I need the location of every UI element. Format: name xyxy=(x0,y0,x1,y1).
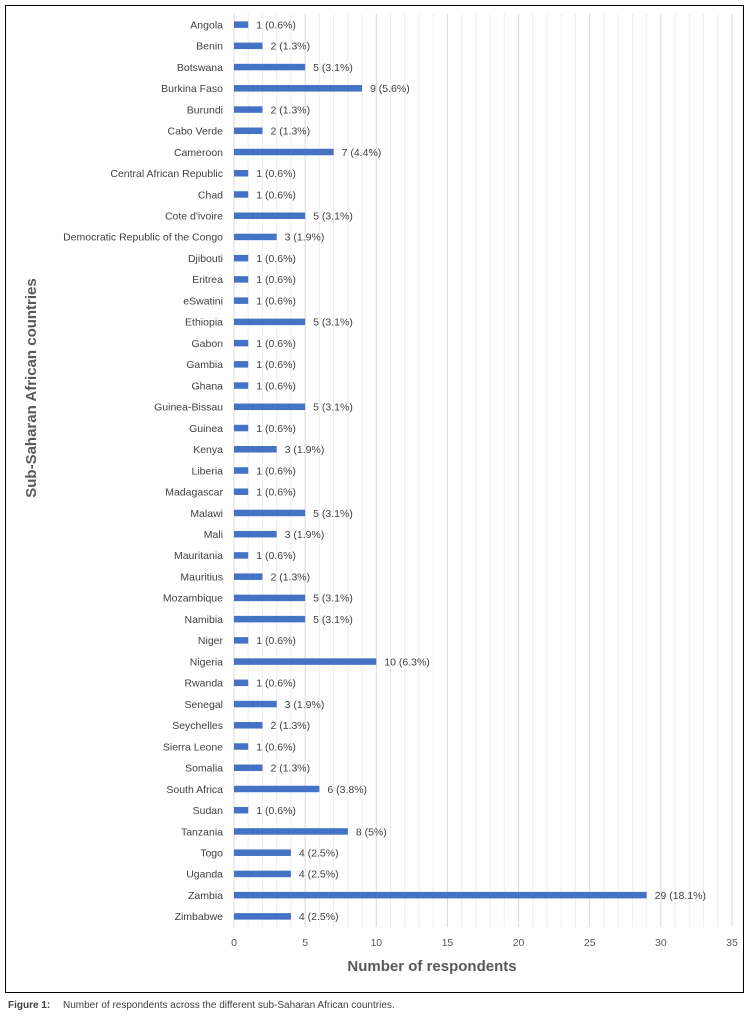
bar xyxy=(234,743,248,750)
data-label: 1 (0.6%) xyxy=(256,189,296,202)
data-label: 2 (1.3%) xyxy=(270,571,311,584)
data-label: 3 (1.9%) xyxy=(284,231,325,244)
data-label: 1 (0.6%) xyxy=(256,805,296,818)
x-tick-label: 35 xyxy=(726,937,738,949)
bar xyxy=(234,446,277,453)
data-label: 3 (1.9%) xyxy=(284,528,325,541)
x-tick-label: 20 xyxy=(512,937,525,949)
data-label: 1 (0.6%) xyxy=(256,550,296,563)
category-label: Cabo Verde xyxy=(167,125,223,138)
x-tick-label: 0 xyxy=(231,937,237,949)
category-label: Cameroon xyxy=(173,146,223,159)
category-label: Ethiopia xyxy=(185,316,223,329)
category-label: Chad xyxy=(197,189,223,202)
category-label: Uganda xyxy=(186,868,223,881)
bar xyxy=(234,467,248,474)
category-labels xyxy=(63,19,223,923)
category-label: Mauritania xyxy=(173,550,223,563)
data-label: 1 (0.6%) xyxy=(256,422,296,435)
data-label: 5 (3.1%) xyxy=(313,592,353,605)
data-label: 10 (6.3%) xyxy=(384,656,430,669)
data-label: 1 (0.6%) xyxy=(256,168,296,181)
data-label: 3 (1.9%) xyxy=(284,698,325,711)
data-label: 7 (4.4%) xyxy=(341,146,382,159)
bar xyxy=(234,64,305,70)
category-label: Madagascar xyxy=(165,486,223,499)
data-label: 6 (3.8%) xyxy=(327,783,368,796)
data-label: 1 (0.6%) xyxy=(256,677,296,690)
data-label: 1 (0.6%) xyxy=(256,295,296,308)
category-label: Seychelles xyxy=(172,720,223,733)
data-label: 5 (3.1%) xyxy=(313,401,353,414)
bar xyxy=(234,595,305,602)
bar xyxy=(234,297,248,304)
chart-frame xyxy=(5,5,744,993)
bar xyxy=(234,828,348,835)
bar xyxy=(234,552,248,559)
data-label: 2 (1.3%) xyxy=(270,104,311,117)
data-label: 5 (3.1%) xyxy=(313,316,353,329)
category-label: Somalia xyxy=(185,762,223,775)
bar xyxy=(234,106,262,113)
bar xyxy=(234,319,305,326)
data-label: 2 (1.3%) xyxy=(270,125,311,138)
data-label: 2 (1.3%) xyxy=(270,40,311,53)
category-label: Malawi xyxy=(190,507,223,520)
bar-chart xyxy=(6,6,743,992)
data-label: 5 (3.1%) xyxy=(313,613,353,626)
figure-caption xyxy=(8,1000,743,1011)
category-label: Tanzania xyxy=(180,826,223,839)
bar xyxy=(234,85,362,92)
data-label: 2 (1.3%) xyxy=(270,762,311,775)
category-label: Sudan xyxy=(192,805,223,818)
data-label: 1 (0.6%) xyxy=(256,741,296,754)
bar xyxy=(234,892,647,899)
bar xyxy=(234,658,376,665)
bar xyxy=(234,149,334,156)
category-label: Sierra Leone xyxy=(162,741,223,754)
bar xyxy=(234,361,248,368)
x-tick-labels xyxy=(231,937,738,949)
bar xyxy=(234,701,277,708)
bar xyxy=(234,913,291,920)
bar xyxy=(234,573,262,580)
category-label: Central African Republic xyxy=(110,168,223,181)
bar xyxy=(234,128,262,135)
data-label: 1 (0.6%) xyxy=(256,465,296,478)
x-tick-label: 15 xyxy=(441,937,454,949)
data-label: 1 (0.6%) xyxy=(256,274,296,287)
bar xyxy=(234,21,248,28)
bar xyxy=(234,340,248,347)
x-tick-label: 10 xyxy=(370,937,383,949)
category-label: Zambia xyxy=(187,889,223,902)
bar xyxy=(234,765,262,772)
data-label: 1 (0.6%) xyxy=(256,337,296,350)
category-label: Liberia xyxy=(191,465,223,478)
data-label: 1 (0.6%) xyxy=(256,19,296,32)
category-label: Burundi xyxy=(186,104,223,117)
bar xyxy=(234,276,248,283)
bar xyxy=(234,234,277,241)
category-label: Namibia xyxy=(184,613,223,626)
bar xyxy=(234,382,248,389)
bar xyxy=(234,404,305,411)
data-label: 3 (1.9%) xyxy=(284,444,325,457)
bar xyxy=(234,191,248,198)
bar xyxy=(234,531,277,538)
data-label: 5 (3.1%) xyxy=(313,507,353,520)
bar xyxy=(234,807,248,814)
category-label: Cote d'ivoire xyxy=(164,210,223,223)
category-label: Zimbabwe xyxy=(174,911,223,924)
bar xyxy=(234,170,248,177)
data-label: 4 (2.5%) xyxy=(298,847,339,860)
x-tick-label: 30 xyxy=(655,937,667,949)
bar xyxy=(234,212,305,219)
category-label: Gabon xyxy=(191,337,223,350)
bar xyxy=(234,255,248,262)
data-label: 4 (2.5%) xyxy=(298,868,339,881)
category-label: Democratic Republic of the Congo xyxy=(63,231,223,244)
caption-text: Number of respondents across the different sub-Saharan African countries. xyxy=(63,1000,395,1011)
category-label: South Africa xyxy=(166,783,223,796)
category-label: Botswana xyxy=(176,61,223,74)
category-label: Angola xyxy=(190,19,223,32)
category-label: Kenya xyxy=(193,444,223,457)
category-label: Senegal xyxy=(184,698,223,711)
x-tick-label: 5 xyxy=(302,937,309,949)
data-label: 8 (5%) xyxy=(355,826,387,839)
bar xyxy=(234,849,291,856)
bar xyxy=(234,637,248,644)
data-label: 1 (0.6%) xyxy=(256,359,296,372)
bar xyxy=(234,680,248,687)
category-label: Niger xyxy=(197,635,223,648)
category-label: Togo xyxy=(200,847,223,860)
bar xyxy=(234,616,305,623)
category-label: Gambia xyxy=(186,359,223,372)
category-label: Burkina Faso xyxy=(161,83,223,96)
category-label: Guinea xyxy=(189,422,223,435)
category-label: Guinea-Bissau xyxy=(154,401,223,414)
caption-prefix: Figure 1: xyxy=(8,1000,51,1011)
category-label: Benin xyxy=(196,40,223,53)
data-label: 1 (0.6%) xyxy=(256,635,296,648)
category-label: Mozambique xyxy=(162,592,223,605)
data-label: 4 (2.5%) xyxy=(298,911,339,924)
bar xyxy=(234,786,319,793)
data-label: 2 (1.3%) xyxy=(270,720,311,733)
category-label: Ghana xyxy=(191,380,223,393)
category-label: eSwatini xyxy=(183,295,223,308)
bar xyxy=(234,43,262,50)
category-label: Mali xyxy=(203,528,223,541)
x-tick-label: 25 xyxy=(583,937,596,949)
data-label: 1 (0.6%) xyxy=(256,380,296,393)
category-label: Nigeria xyxy=(189,656,223,669)
bar xyxy=(234,425,248,432)
data-label: 1 (0.6%) xyxy=(256,486,296,499)
y-axis-title: Sub-Saharan African countries xyxy=(23,278,40,498)
bar xyxy=(234,722,262,729)
category-label: Mauritius xyxy=(180,571,223,584)
category-label: Djibouti xyxy=(187,252,223,265)
bar xyxy=(234,488,248,495)
category-label: Rwanda xyxy=(184,677,223,690)
data-label: 5 (3.1%) xyxy=(313,210,353,223)
data-label: 1 (0.6%) xyxy=(256,252,296,265)
bar xyxy=(234,510,305,516)
data-label: 5 (3.1%) xyxy=(313,61,353,74)
data-label: 9 (5.6%) xyxy=(370,83,410,96)
bar xyxy=(234,871,291,878)
category-label: Eritrea xyxy=(192,274,223,287)
x-axis-title: Number of respondents xyxy=(347,958,517,975)
data-label: 29 (18.1%) xyxy=(654,889,707,902)
